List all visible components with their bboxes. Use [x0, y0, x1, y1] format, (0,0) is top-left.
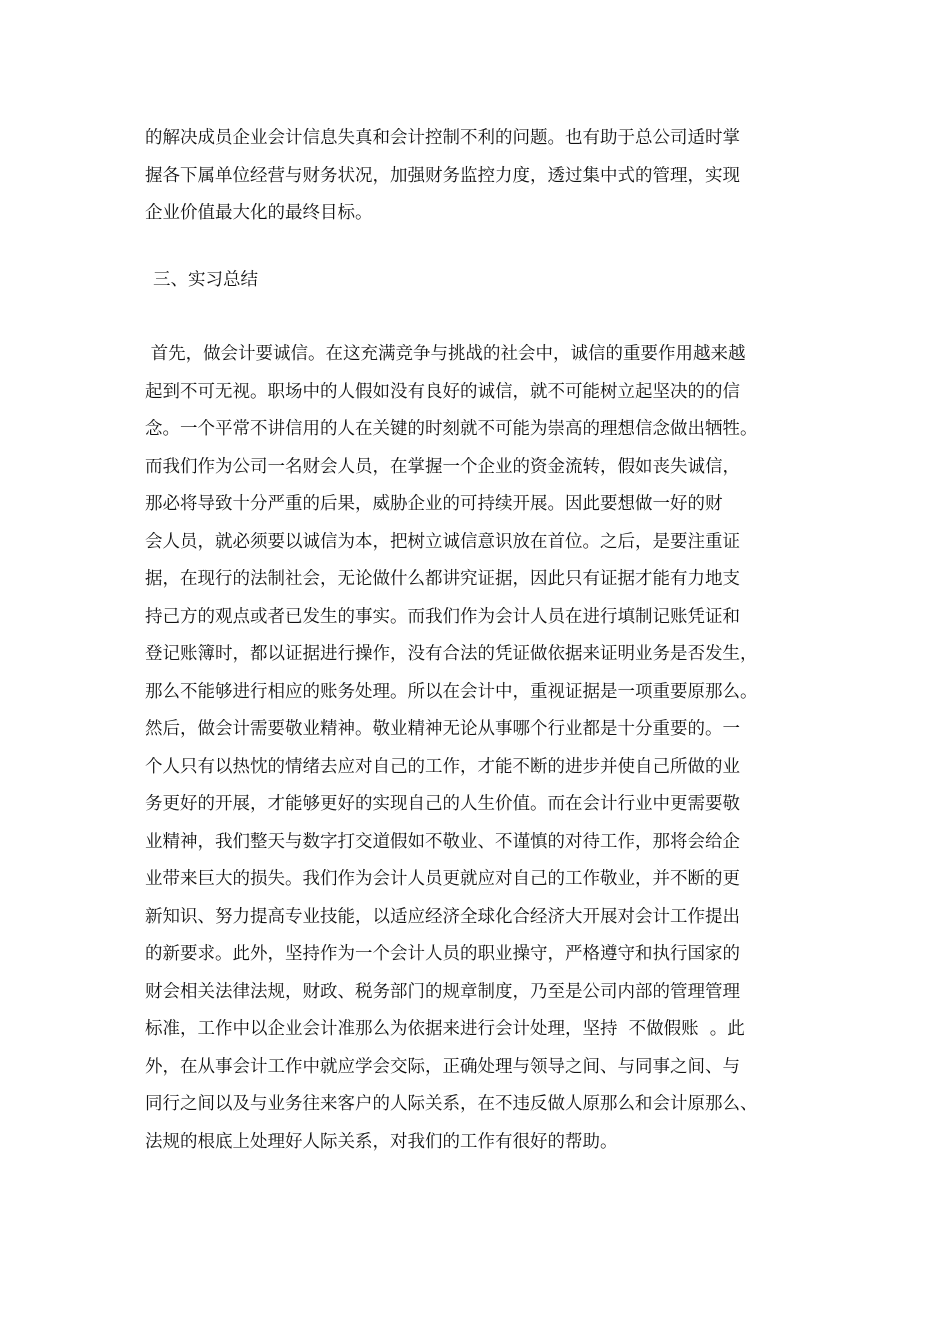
paragraph-line: 握各下属单位经营与财务状况，加强财务监控力度，透过集中式的管理，实现 — [145, 165, 740, 186]
paragraph-line: 而我们作为公司一名财会人员，在掌握一个企业的资金流转，假如丧失诚信， — [145, 456, 740, 477]
intro-paragraph — [145, 120, 815, 233]
paragraph-line: 会人员，就必须要以诚信为本，把树立诚信意识放在首位。之后，是要注重证 — [145, 531, 740, 552]
paragraph-line: 那必将导致十分严重的后果，威胁企业的可持续开展。因此要想做一好的财 — [145, 494, 723, 514]
paragraph-line: 务更好的开展，才能够更好的实现自己的人生价值。而在会计行业中更需要敬 — [145, 794, 740, 814]
paragraph-line: 那么不能够进行相应的账务处理。所以在会计中，重视证据是一项重要原那么。 — [145, 681, 758, 702]
paragraph-line: 财会相关法律法规，财政、税务部门的规章制度，乃至是公司内部的管理管理 — [145, 981, 740, 1002]
paragraph-line: 外，在从事会计工作中就应学会交际，正确处理与领导之间、与同事之间、与 — [145, 1056, 740, 1077]
section-heading: 三、实习总结 — [153, 270, 258, 290]
paragraph-line: 据，在现行的法制社会，无论做什么都讲究证据，因此只有证据才能有力地支 — [145, 569, 740, 589]
paragraph-line: 法规的根底上处理好人际关系，对我们的工作有很好的帮助。 — [145, 1131, 618, 1152]
paragraph-line: 业带来巨大的损失。我们作为会计人员更就应对自己的工作敬业，并不断的更 — [145, 869, 740, 889]
paragraph-line: 新知识、努力提高专业技能，以适应经济全球化合经济大开展对会计工作提出 — [145, 906, 740, 927]
paragraph-line: 企业价值最大化的最终目标。 — [145, 203, 373, 223]
paragraph-line: 个人只有以热忱的情绪去应对自己的工作，才能不断的进步并使自己所做的业 — [145, 756, 740, 777]
paragraph-line: 同行之间以及与业务往来客户的人际关系，在不违反做人原那么和会计原那么、 — [145, 1094, 758, 1114]
paragraph-line: 的解决成员企业会计信息失真和会计控制不利的问题。也有助于总公司适时掌 — [145, 128, 740, 148]
section-heading-block — [145, 262, 815, 300]
summary-paragraph — [145, 336, 815, 1161]
paragraph-line: 起到不可无视。职场中的人假如没有良好的诚信，就不可能树立起坚决的的信 — [145, 381, 740, 402]
paragraph-line: 登记账簿时，都以证据进行操作，没有合法的凭证做依据来证明业务是否发生， — [145, 644, 758, 664]
paragraph-line: 标准，工作中以企业会计准那么为依据来进行会计处理，坚持 不做假账 。此 — [145, 1019, 745, 1039]
paragraph-line: 念。一个平常不讲信用的人在关键的时刻就不可能为崇高的理想信念做出牺牲。 — [145, 419, 758, 439]
paragraph-line: 首先，做会计要诚信。在这充满竞争与挑战的社会中，诚信的重要作用越来越 — [145, 344, 746, 364]
paragraph-line: 的新要求。此外，坚持作为一个会计人员的职业操守，严格遵守和执行国家的 — [145, 944, 740, 964]
paragraph-line: 业精神，我们整天与数字打交道假如不敬业、不谨慎的对待工作，那将会给企 — [145, 831, 740, 852]
paragraph-line: 然后，做会计需要敬业精神。敬业精神无论从事哪个行业都是十分重要的。一 — [145, 719, 740, 739]
paragraph-line: 持己方的观点或者已发生的事实。而我们作为会计人员在进行填制记账凭证和 — [145, 606, 740, 627]
